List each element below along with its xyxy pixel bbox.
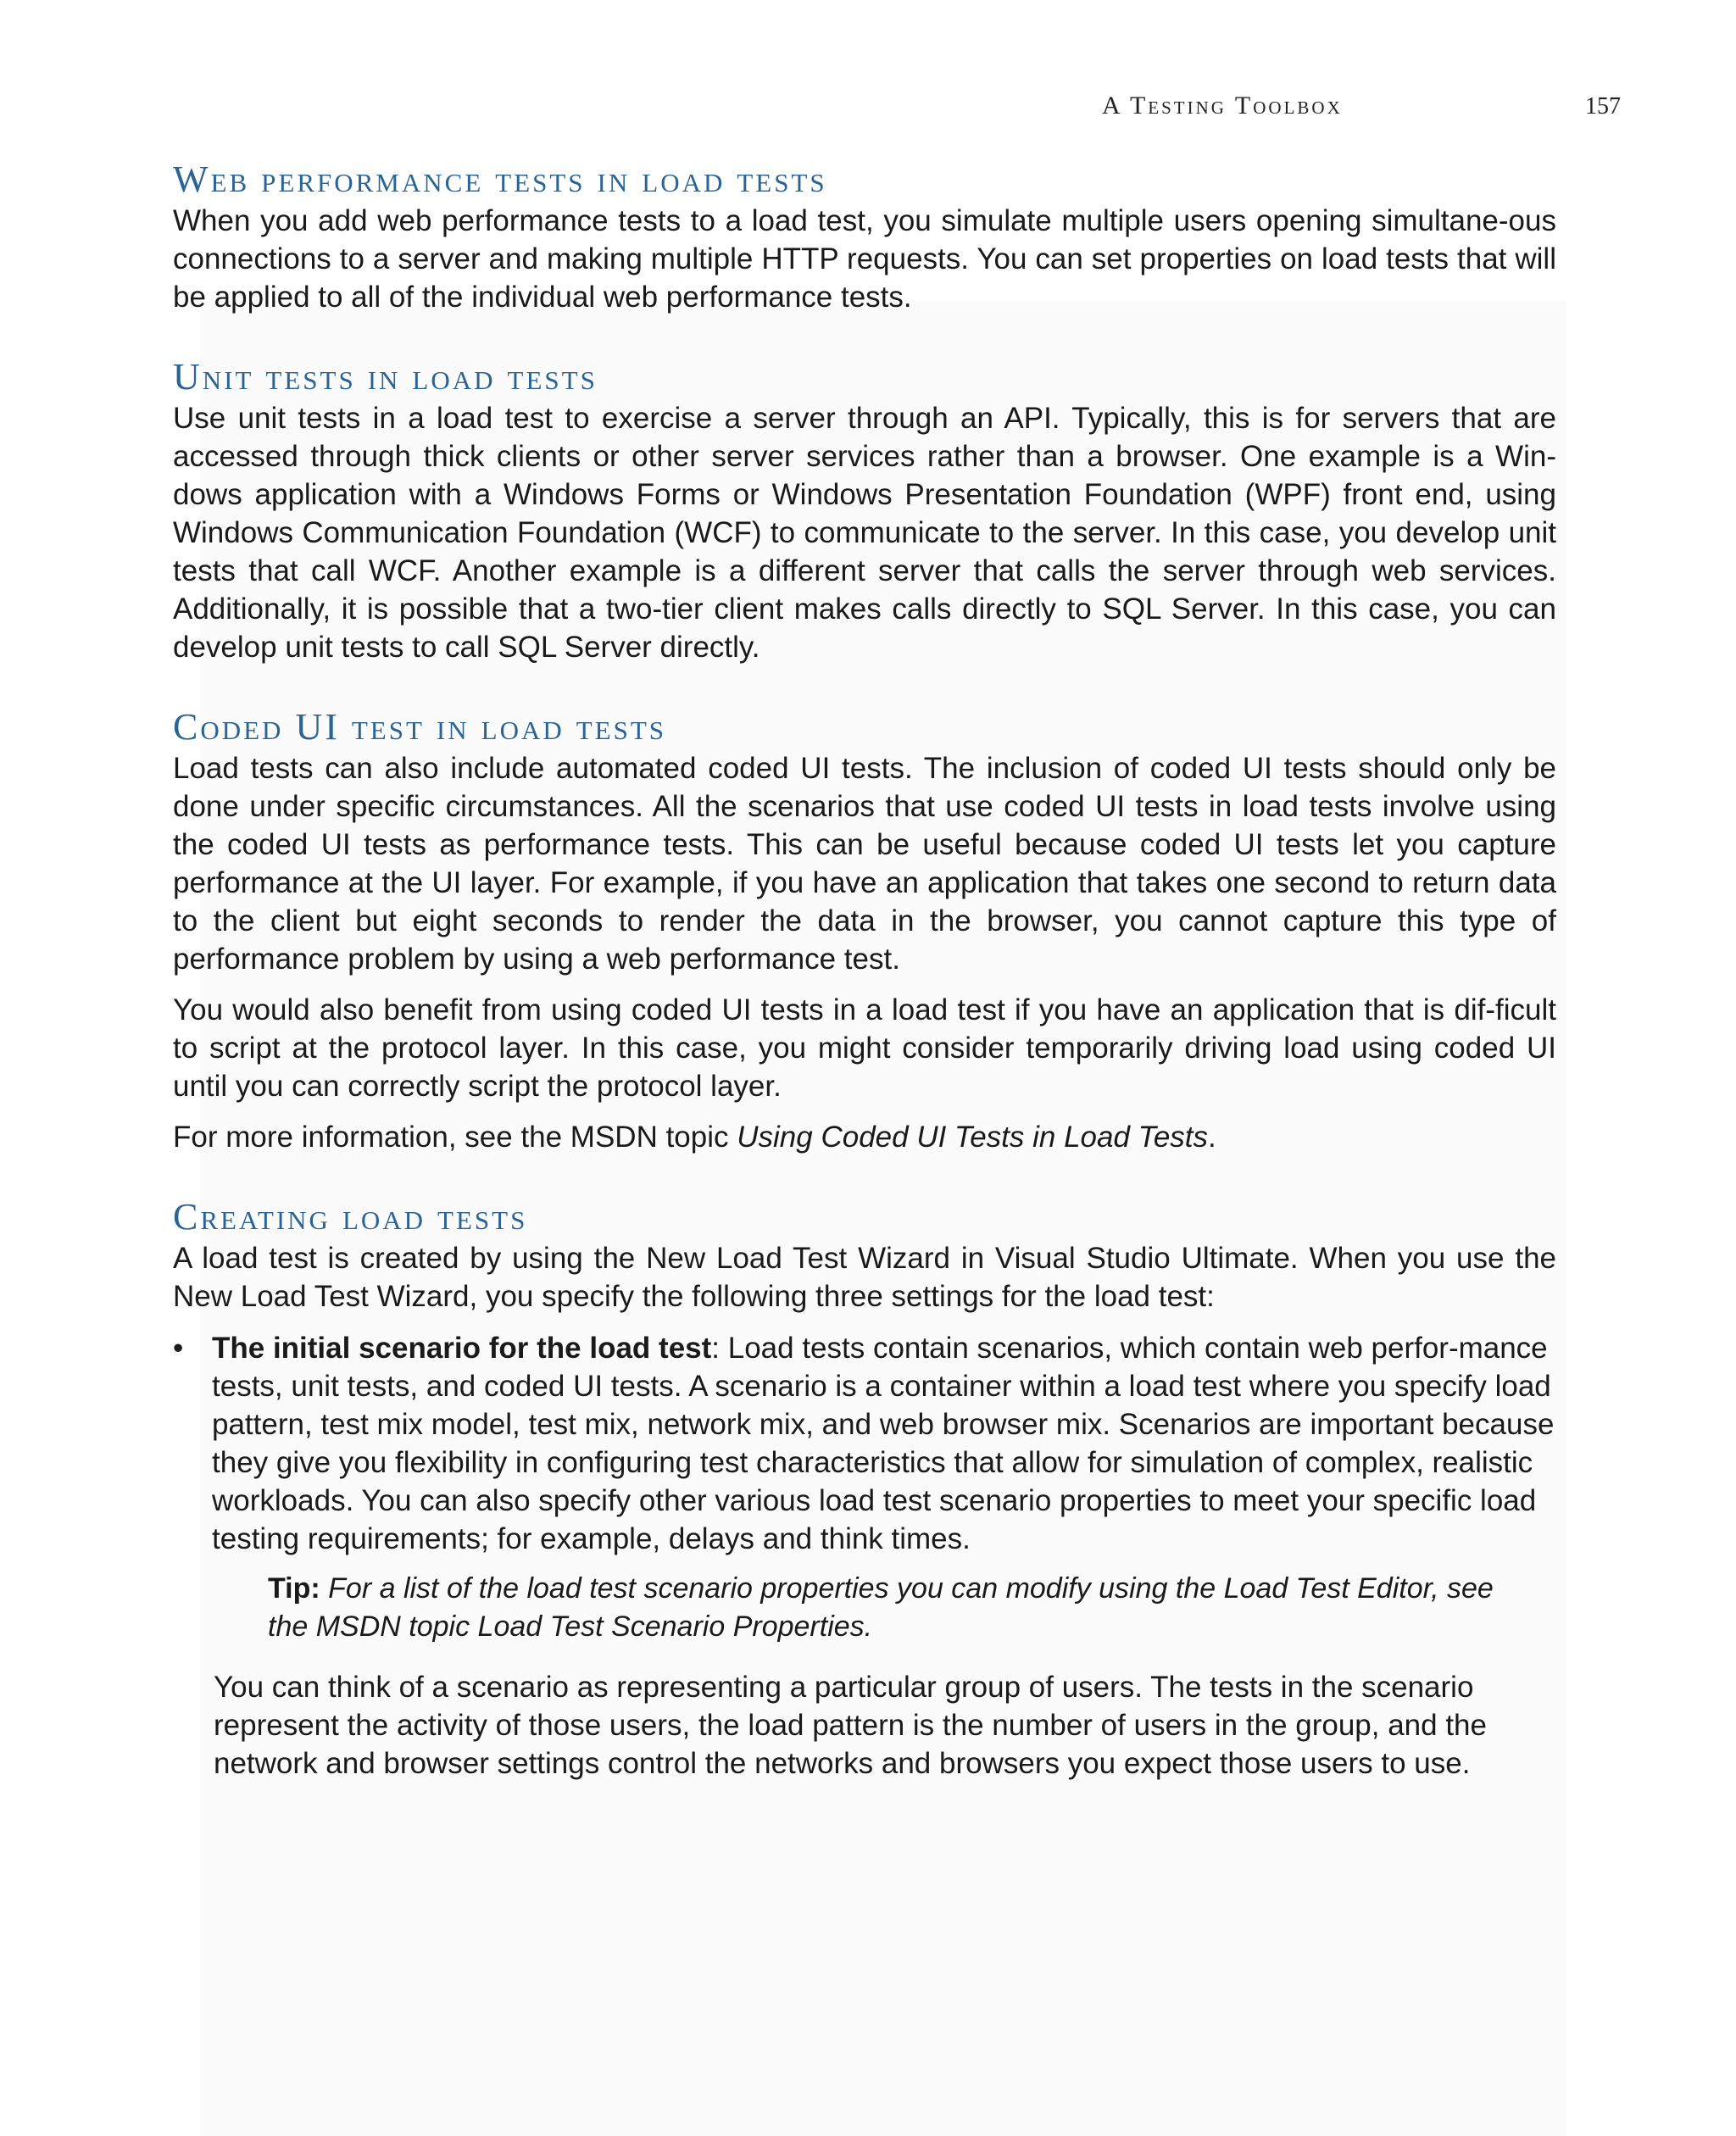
bullet-text: Load tests contain scenarios, which contain web perfor-mance tests, unit tests, and coded UI tests. A scenario is a container within a load test where you specify load pattern, test mix model, test mix, network mix, and web browser mix. Scenarios are important because they give you flexibility in configuring test characteristics that allow for simulation of complex, realistic workloads. You can also specify other various load test scenario properties to meet your specific load testing requirements; for example, delays and think times. xyxy=(212,1332,1555,1555)
section-creating-load-tests xyxy=(173,1195,1556,1783)
section-heading: Unit tests in load tests xyxy=(173,356,598,398)
list-item xyxy=(173,1329,1556,1558)
more-info-paragraph xyxy=(173,1118,1556,1156)
more-info-prefix: For more information, see the MSDN topic xyxy=(173,1121,737,1154)
tip-box xyxy=(268,1570,1522,1646)
paragraph: When you add web performance tests to a load test, you simulate multiple users opening simultane-ous connections to a server and making multiple HTTP requests. You can set properties on load tests that will be applied to all of the individual web performance tests. xyxy=(173,204,1556,314)
msdn-topic-reference: Using Coded UI Tests in Load Tests xyxy=(737,1121,1209,1154)
section-unit-tests xyxy=(173,355,1556,666)
tip-text: For a list of the load test scenario properties you can modify using the Load Test Editor, see the MSDN topic Load Test Scenario Properties. xyxy=(268,1572,1494,1643)
bullet-term: The initial scenario for the load test xyxy=(212,1332,712,1365)
section-coded-ui-tests xyxy=(173,705,1556,1156)
bullet-icon: • xyxy=(173,1332,184,1365)
more-info-suffix: . xyxy=(1208,1121,1216,1154)
paragraph: Use unit tests in a load test to exercise a server through an API. Typically, this is for servers that are accessed through thick clients or other server services rather than a browser. One example is a Win-dows application with a Windows Forms or Windows Presentation Foundation (WPF) front end, using Windows Communication Foundation (WCF) to communicate to the server. In this case, you develop unit tests that call WCF. Another example is a different server that calls the server through web services. Additionally, it is possible that a two-tier client makes calls directly to SQL Server. In this case, you can develop unit tests to call SQL Server directly. xyxy=(173,402,1556,664)
page-number: 157 xyxy=(1585,93,1621,120)
tip-label: Tip: xyxy=(268,1572,320,1605)
paragraph: You can think of a scenario as representing a particular group of users. The tests in the scenario represent the activity of those users, the load pattern is the number of users in the group, and the network and browser settings control the networks and browsers you expect those users to use. xyxy=(214,1671,1487,1780)
paragraph: You would also benefit from using coded UI tests in a load test if you have an application that is dif-ficult to script at the protocol layer. In this case, you might consider temporarily driving load using coded UI until you can correctly script the protocol layer. xyxy=(173,993,1556,1103)
bullet-paragraph xyxy=(212,1329,1556,1558)
page-content xyxy=(173,158,1556,1783)
section-heading: Coded UI test in load tests xyxy=(173,706,667,748)
running-title: A Testing Toolbox xyxy=(1102,92,1343,120)
paragraph: Load tests can also include automated coded UI tests. The inclusion of coded UI tests should only be done under specific circumstances. All the scenarios that use coded UI tests in load tests involve using the coded UI tests as performance tests. This can be useful because coded UI tests let you capture performance at the UI layer. For example, if you have an application that takes one second to return data to the client but eight seconds to render the data in the browser, you cannot capture this type of performance problem by using a web performance test. xyxy=(173,752,1556,976)
section-heading: Creating load tests xyxy=(173,1196,528,1238)
section-heading: Web performance tests in load tests xyxy=(173,159,827,200)
running-header xyxy=(1102,92,1621,125)
paragraph: A load test is created by using the New Load Test Wizard in Visual Studio Ultimate. When you use the New Load Test Wizard, you specify the following three settings for the load test: xyxy=(173,1242,1556,1313)
bullet-colon: : xyxy=(711,1332,721,1365)
section-web-performance-tests xyxy=(173,158,1556,316)
